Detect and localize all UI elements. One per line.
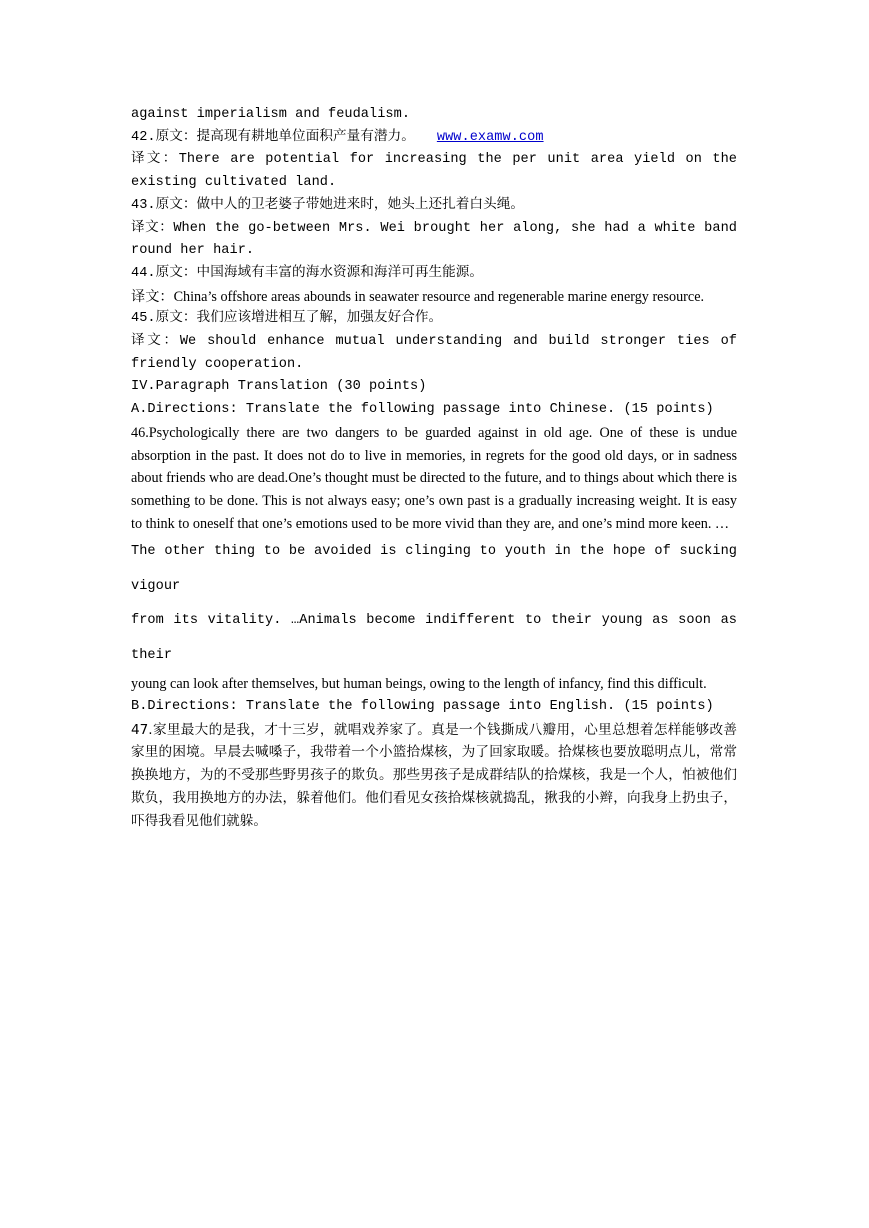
q46-paragraph-2-rest: young can look after themselves, but human beings, owing to the length of infancy, find this difficult. — [131, 676, 707, 693]
q42-source-line — [131, 127, 737, 150]
examw-link[interactable]: www.examw.com — [436, 129, 544, 145]
text-line-feudalism: against imperialism and feudalism. — [131, 107, 411, 122]
q45-source: 45.原文：我们应该增进相互了解，加强友好合作。 — [131, 311, 443, 327]
section-a-directions: A.Directions: Translate the following passage into Chinese. (15 points) — [131, 402, 714, 418]
q46-paragraph-2-line-2: from its vitality. …Animals become indifferent to their young as soon as their — [131, 613, 737, 663]
q43-translation: 译文：When the go-between Mrs. Wei brought her along, she had a white band round her hair. — [131, 220, 737, 259]
q45-translation: 译文：We should enhance mutual understanding and build stronger ties of friendly cooperation. — [131, 334, 737, 372]
q44-translation: 译文：China’s offshore areas abounds in seawater resource and regenerable marine energy resource. — [131, 288, 705, 305]
q46-paragraph-1: 46.Psychologically there are two dangers to be guarded against in old age. One of these is undue absorption in the past. It does not do to live in memories, in regrets for the good old days, or in sadness about friends who are dead.One’s thought must be directed to the future, and to things about which there is something to be done. This is not always easy; one’s own past is a gradually increasing weight. It is easy to think to oneself that one’s emotions used to be more vivid than they are, and one’s mind more keen. … — [131, 424, 737, 532]
q47-passage: 47.家里最大的是我，才十三岁，就唱戏养家了。真是一个钱撕成八瓣用，心里总想着怎样能够改善家里的困境。早晨去喊嗓子，我带着一个小篮拾煤核，为了回家取暖。拾煤核也要放聪明点儿，常常换换地方，为的不受那些野男孩子的欺负。那些男孩子是成群结队的拾煤核，我是一个人，怕被他们欺负，我用换地方的办法，躲着他们。他们看见女孩拾煤核就捣乱，揪我的小辫，向我身上扔虫子，吓得我看见他们就躲。 — [131, 721, 737, 829]
q42-source: 42.原文：提高现有耕地单位面积产量有潜力。 — [131, 129, 415, 145]
document-page — [131, 104, 737, 832]
q43-source: 43.原文：做中人的卫老婆子带她进来时，她头上还扎着白头绳。 — [131, 197, 525, 213]
section-iv-heading: IV.Paragraph Translation (30 points) — [131, 379, 427, 395]
q46-paragraph-2-line-1: The other thing to be avoided is clinging to youth in the hope of sucking vigour — [131, 544, 737, 594]
q44-source: 44.原文：中国海域有丰富的海水资源和海洋可再生能源。 — [131, 265, 484, 281]
section-b-directions: B.Directions: Translate the following passage into English. (15 points) — [131, 699, 714, 715]
q42-translation: 译文：There are potential for increasing the per unit area yield on the existing cultivated land. — [131, 152, 737, 191]
